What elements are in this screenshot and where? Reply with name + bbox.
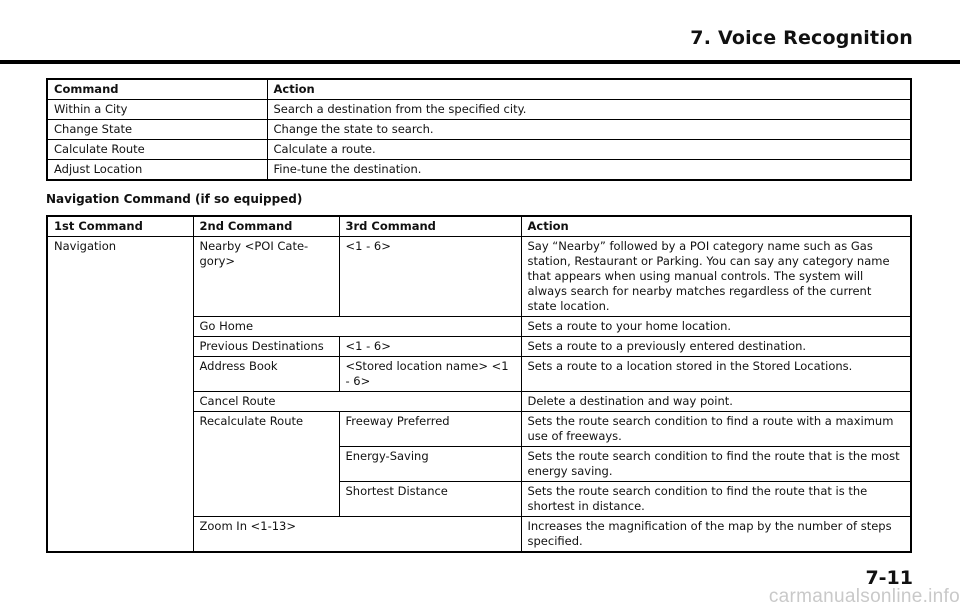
navigation-command-table bbox=[46, 215, 912, 553]
watermark-text: carmanualsonline.info bbox=[768, 586, 960, 607]
voice-command-table bbox=[46, 78, 912, 181]
third-command-cell: <1 - 6> bbox=[339, 237, 521, 317]
command-cell: Adjust Location bbox=[47, 160, 267, 181]
table-header-row bbox=[47, 216, 911, 237]
table-row bbox=[47, 140, 911, 160]
header-rule bbox=[0, 60, 960, 64]
action-cell: Sets the route search condition to find the route that is the shortest in distance. bbox=[521, 482, 911, 517]
section-heading: Navigation Command (if so equipped) bbox=[46, 192, 303, 206]
column-header-action: Action bbox=[521, 216, 911, 237]
action-cell: Sets a route to a location stored in the Stored Locations. bbox=[521, 357, 911, 392]
column-header-command: Command bbox=[47, 79, 267, 100]
column-header-action: Action bbox=[267, 79, 911, 100]
page-number: 7-11 bbox=[865, 567, 913, 589]
chapter-title: 7. Voice Recognition bbox=[690, 27, 913, 49]
table-header-row bbox=[47, 79, 911, 100]
second-command-cell: Nearby <POI Cate-gory> bbox=[193, 237, 339, 317]
column-header-3rd-command: 3rd Command bbox=[339, 216, 521, 237]
second-command-cell: Go Home bbox=[193, 317, 521, 337]
action-cell: Change the state to search. bbox=[267, 120, 911, 140]
third-command-cell: Freeway Preferred bbox=[339, 412, 521, 447]
third-command-cell: <1 - 6> bbox=[339, 337, 521, 357]
action-cell: Sets a route to a previously entered destination. bbox=[521, 337, 911, 357]
command-cell: Calculate Route bbox=[47, 140, 267, 160]
action-cell: Calculate a route. bbox=[267, 140, 911, 160]
table-row bbox=[47, 100, 911, 120]
third-command-cell: <Stored location name> <1 - 6> bbox=[339, 357, 521, 392]
command-cell: Within a City bbox=[47, 100, 267, 120]
third-command-cell: Shortest Distance bbox=[339, 482, 521, 517]
second-command-cell: Previous Destinations bbox=[193, 337, 339, 357]
action-cell: Fine-tune the destination. bbox=[267, 160, 911, 181]
table-row bbox=[47, 237, 911, 317]
action-cell: Sets a route to your home location. bbox=[521, 317, 911, 337]
action-cell: Say “Nearby” followed by a POI category name such as Gas station, Restaurant or Parking. You can say any category name that appears when using manual controls. The system will always search for nearby matches regardless of the current state location. bbox=[521, 237, 911, 317]
column-header-2nd-command: 2nd Command bbox=[193, 216, 339, 237]
action-cell: Delete a destination and way point. bbox=[521, 392, 911, 412]
first-command-cell: Navigation bbox=[47, 237, 193, 553]
third-command-cell: Energy-Saving bbox=[339, 447, 521, 482]
action-cell: Increases the magnification of the map by the number of steps specified. bbox=[521, 517, 911, 553]
table-row bbox=[47, 120, 911, 140]
action-cell: Sets the route search condition to find a route with a maximum use of freeways. bbox=[521, 412, 911, 447]
command-cell: Change State bbox=[47, 120, 267, 140]
second-command-cell: Address Book bbox=[193, 357, 339, 392]
action-cell: Search a destination from the specified city. bbox=[267, 100, 911, 120]
second-command-cell: Cancel Route bbox=[193, 392, 521, 412]
action-cell: Sets the route search condition to find the route that is the most energy saving. bbox=[521, 447, 911, 482]
second-command-cell: Recalculate Route bbox=[193, 412, 339, 517]
second-command-cell: Zoom In <1-13> bbox=[193, 517, 521, 553]
column-header-1st-command: 1st Command bbox=[47, 216, 193, 237]
table-row bbox=[47, 160, 911, 181]
